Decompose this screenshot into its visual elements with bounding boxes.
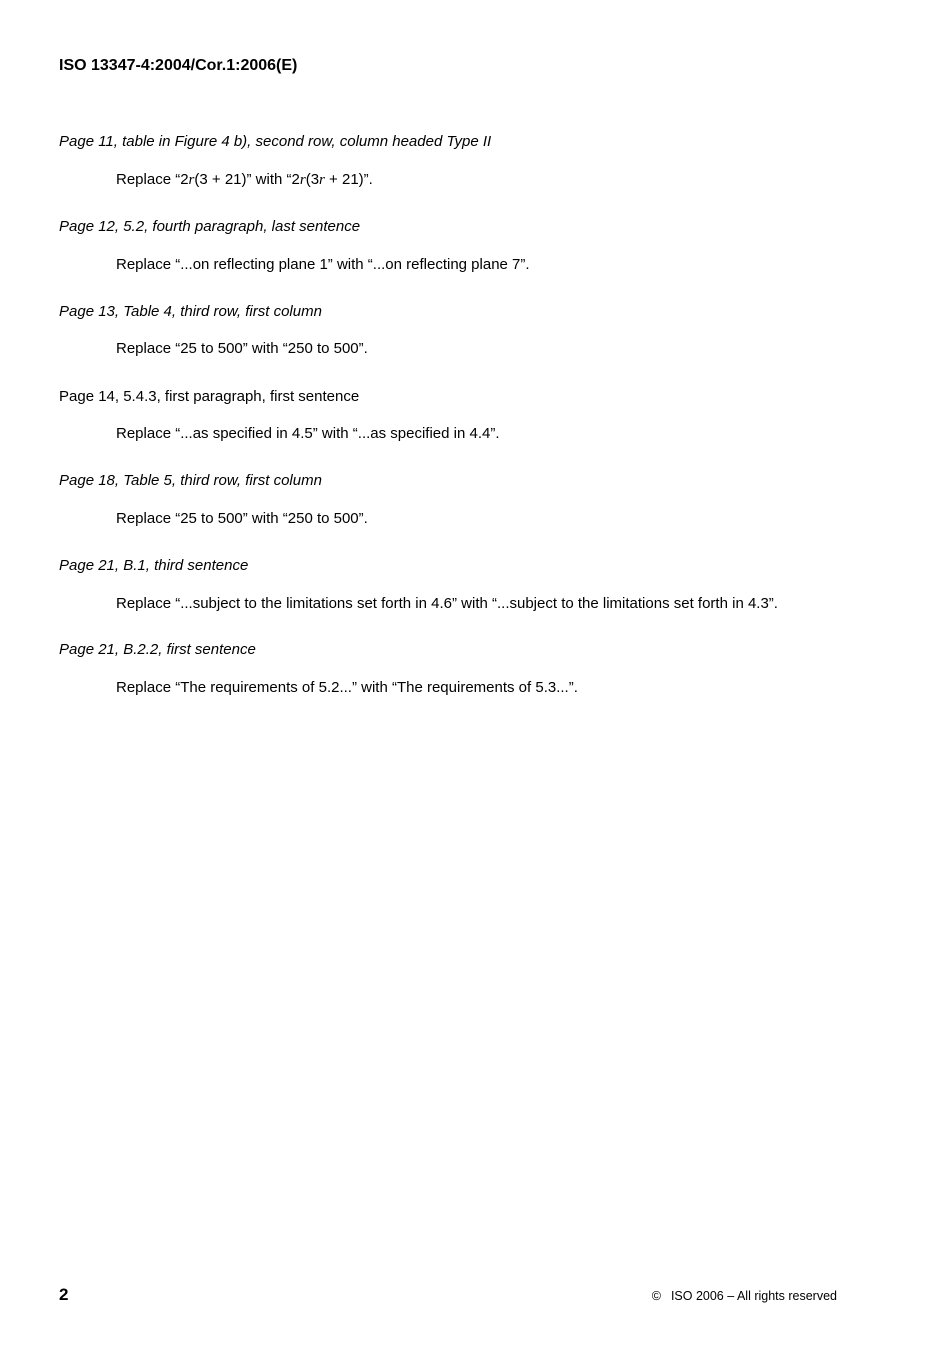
- correction-instruction-2: Replace “...on reflecting plane 1” with “...on reflecting plane 7”.: [116, 256, 530, 273]
- correction-location-5: Page 18, Table 5, third row, first column: [59, 472, 322, 489]
- correction-location-4: Page 14, 5.4.3, first paragraph, first sentence: [59, 388, 360, 405]
- correction-location-7: Page 21, B.2.2, first sentence: [59, 641, 256, 658]
- correction-instruction-5: Replace “25 to 500” with “250 to 500”.: [116, 510, 368, 527]
- copyright-icon: ©: [651, 1289, 661, 1303]
- page-number: 2: [59, 1285, 69, 1304]
- copyright-text: ISO 2006 – All rights reserved: [670, 1289, 837, 1303]
- correction-location-6: Page 21, B.1, third sentence: [59, 557, 249, 574]
- correction-instruction-4: Replace “...as specified in 4.5” with “...as specified in 4.4”.: [116, 425, 500, 442]
- copyright-notice: [652, 1288, 837, 1304]
- correction-instruction-1: Replace “2r(3 + 21)” with “2r(3r + 21)”.: [116, 171, 373, 188]
- correction-location-2: Page 12, 5.2, fourth paragraph, last sentence: [59, 218, 361, 235]
- correction-instruction-6: Replace “...subject to the limitations set forth in 4.6” with “...subject to the limitations set forth in 4.3”.: [116, 595, 778, 612]
- correction-instruction-3: Replace “25 to 500” with “250 to 500”.: [116, 340, 368, 357]
- correction-location-1: Page 11, table in Figure 4 b), second row, column headed Type II: [59, 133, 492, 150]
- correction-instruction-7: Replace “The requirements of 5.2...” with “The requirements of 5.3...”.: [116, 679, 578, 696]
- document-title: ISO 13347-4:2004/Cor.1:2006(E): [59, 57, 298, 74]
- correction-location-3: Page 13, Table 4, third row, first column: [59, 303, 322, 320]
